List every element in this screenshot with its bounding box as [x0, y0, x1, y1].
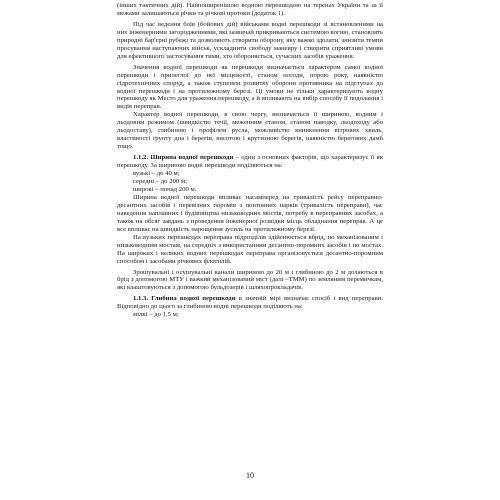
- paragraph: Значення водної перешкоди як перешкоди визначається характером самої водної перешкоди і прилеглої до неї місцевості, станом погоди, порою року, наявністю гідротехнічних споруд, а також ступенем розвитку оборони противника на підступах до водної перешкоди і на протилежному березі. Ці умови не тільки характеризують водну перешкоду як Место для ураження.перешкоду, а й впливають на вибір способу її подолання і видів переправ.: [117, 63, 383, 111]
- paragraph: Зрошувальні і осушувальні канали шириною до 20 м і глибиною до 2 м долаються в брід з допомогою МТУ і важкий механізований міст (далі –ТММ) по земляним перемичкам, які влаштовуються з допомогою бульдозерів і шляхопрокладачів.: [117, 268, 383, 292]
- list-item: середні – до 200 м;: [133, 178, 187, 186]
- section-heading-depth: [117, 295, 383, 311]
- section-heading-width: [117, 154, 383, 170]
- paragraph: Під час ведення боїв (бойових дій) військами водні перешкоди зі встановленими на них інженерними загородженнями, які зазвичай прикриваються системою вогню, становлять природні бар'єрні рубежі та дозволяють створити оборону, яку важко здолати, знизити темпи просування наступаючих військ, ускладнити свободу маневру і створити сприятливі умови для ефективного застосування тими, хто обороняється, сучасних засобів ураження.: [117, 20, 383, 60]
- section-number: 1.1.2.: [133, 154, 149, 162]
- paragraph: (інших тактичних дій). Найпоширенішою водною перешкодою на теренах України та за її межами залишаються річки та річкові протоки (додаток 1).: [117, 2, 383, 17]
- paragraph: Характер водної перешкоди, в свою чергу, визначається її шириною, водним і льодовим режимом (швидкістю течії, меженним станом, станом паводку, льодоходу або льодоставу), глибиною і профілем русла, можливістю виникнення вітрових хвиль, властивості ґрунту дна і берегів, висотою і крутизною берегів, наявністю берегових дамб тощо.: [117, 111, 383, 151]
- list-item: вузькі – до 40 м;: [133, 170, 180, 178]
- list-item: широкі – понад 200 м.: [133, 185, 197, 193]
- list-item: мілкі – до 1,5 м;: [133, 311, 179, 319]
- section-title: Глибина водної перешкоди: [151, 295, 236, 303]
- page-number: 10: [246, 471, 254, 480]
- section-lead: – один з основних факторів, що характеризує її як перешкоду. За шириною водні перешкоди поділяються на:: [117, 154, 383, 170]
- section-number: 1.1.3.: [133, 295, 149, 303]
- paragraph: На вузьких перешкодах переправа підрозділів здійснюється вбрід, по механізованим і низьководним мостам, на середніх з використанням десантно-поромних засобів і по мостах. На широких і великих водних перешкодах переправа організовується десантно-поромним способом і засобами річкових флотилій.: [117, 233, 383, 265]
- section-title: Ширина водної перешкоди: [150, 154, 234, 162]
- body-text: [117, 2, 383, 319]
- section-lead: в значній мірі визначає спосіб і вид переправи. Відповідно до цього за глибиною водні перешкоди поділяють на:: [117, 295, 383, 311]
- paragraph: Ширина водної перешкоди впливає насамперед на тривалість рейсу переправно-десантних засобів і перевізних поромів з понтонних парків (тривалість переправи), час наведення наплавних і будівництва низьководних мостів, потребу в переправних засобах, а також на обсяг завдань з проведення інженерної розвідки місць обладнання переправ. А це все впливає на швидкість нарощення зусиль на протилежному березі.: [117, 193, 383, 233]
